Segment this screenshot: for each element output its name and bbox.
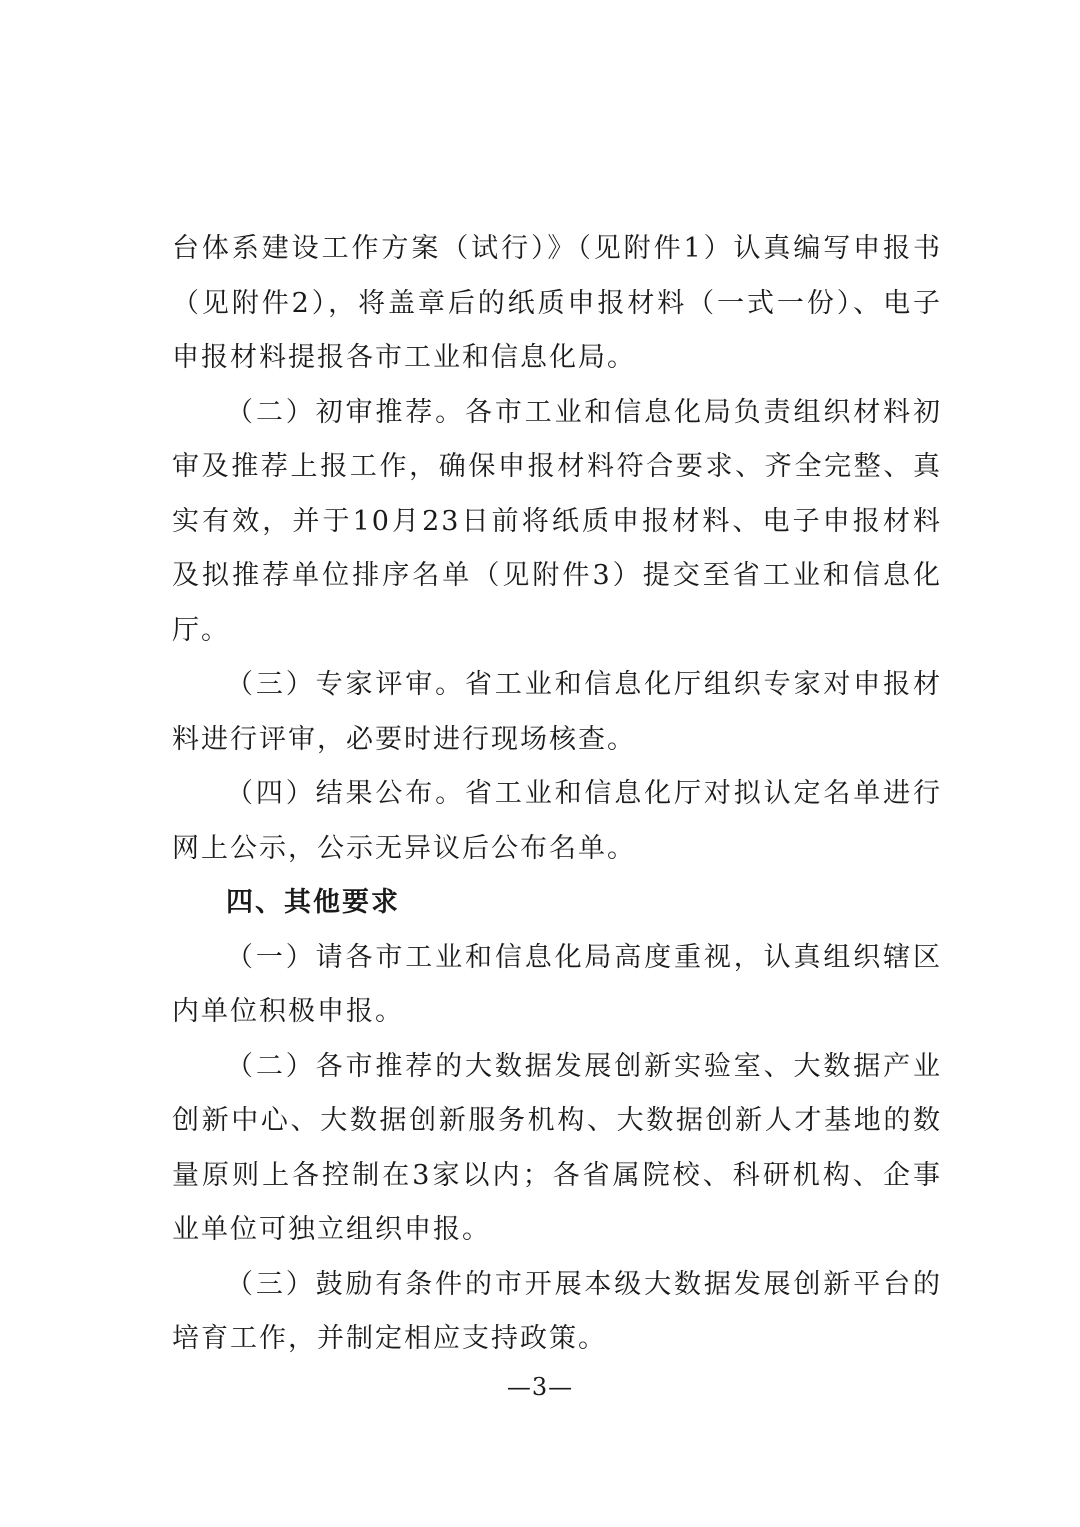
section-heading-other-requirements: 四、其他要求 [226, 887, 400, 918]
paragraph-result-announcement: （四）结果公布。省工业和信息化厅对拟认定名单进行网上公示，公示无异议后公布名单。 [172, 778, 942, 864]
document-body [172, 222, 942, 1367]
paragraph-requirement-1: （一）请各市工业和信息化局高度重视，认真组织辖区内单位积极申报。 [172, 941, 942, 1027]
page-number: —3— [506, 1373, 574, 1401]
paragraph-expert-review: （三）专家评审。省工业和信息化厅组织专家对申报材料进行评审，必要时进行现场核查。 [172, 669, 942, 755]
paragraph-requirement-2: （二）各市推荐的大数据发展创新实验室、大数据产业创新中心、大数据创新服务机构、大数据创新人才基地的数量原则上各控制在3家以内；各省属院校、科研机构、企事业单位可独立组织申报。 [172, 1050, 942, 1245]
paragraph-continuation: 台体系建设工作方案（试行）》（见附件1）认真编写申报书（见附件2），将盖章后的纸质申报材料（一式一份）、电子申报材料提报各市工业和信息化局。 [172, 233, 942, 373]
paragraph-preliminary-review: （二）初审推荐。各市工业和信息化局负责组织材料初审及推荐上报工作，确保申报材料符合要求、齐全完整、真实有效，并于10月23日前将纸质申报材料、电子申报材料及拟推荐单位排序名单（见附件3）提交至省工业和信息化厅。 [172, 396, 942, 646]
paragraph-requirement-3: （三）鼓励有条件的市开展本级大数据发展创新平台的培育工作，并制定相应支持政策。 [172, 1268, 942, 1354]
